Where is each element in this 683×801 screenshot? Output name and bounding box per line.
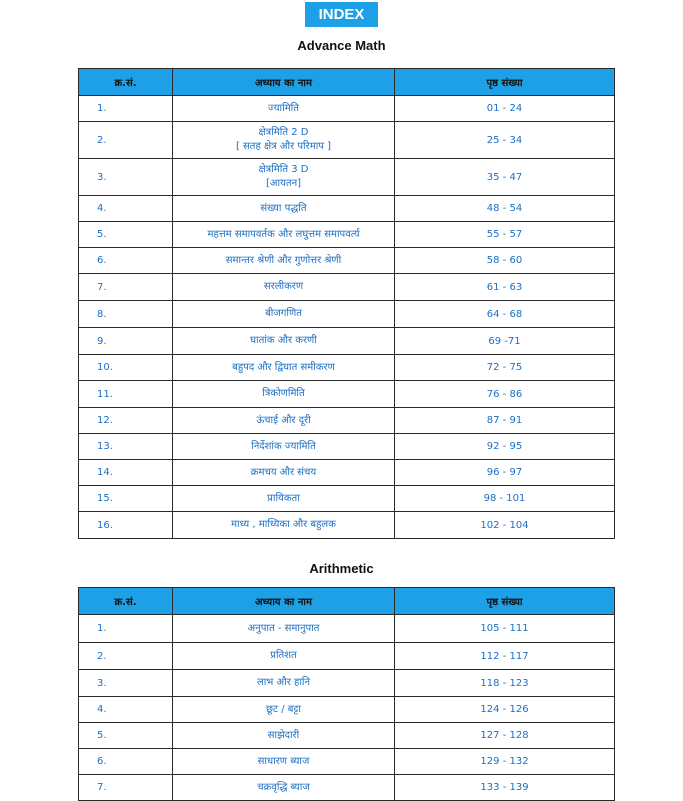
page-range: 102 - 104: [395, 512, 615, 539]
page-range: 98 - 101: [395, 486, 615, 512]
table-row: [79, 512, 615, 539]
serial-number: 4.: [79, 196, 173, 222]
serial-number: 2.: [79, 643, 173, 670]
chapter-name: बीजगणित: [265, 308, 302, 319]
chapter-name-cell: [173, 615, 395, 643]
chapter-name: महत्तम समापवर्तक और लघुत्तम समापवर्त्य: [207, 228, 360, 240]
serial-number: 5.: [79, 723, 173, 749]
chapter-name: साधारण ब्याज: [257, 755, 310, 767]
page-range: 112 - 117: [395, 643, 615, 670]
arithmetic-table: [78, 587, 615, 801]
chapter-name: माध्य , माध्यिका और बहुलक: [231, 519, 336, 530]
page-range: 01 - 24: [395, 96, 615, 122]
table-row: [79, 222, 615, 248]
serial-number: 1.: [79, 615, 173, 643]
chapter-name-cell: [173, 486, 395, 512]
chapter-name: निर्देशांक ज्यामिति: [251, 440, 316, 452]
chapter-name: चक्रवृद्धि ब्याज: [257, 781, 310, 793]
chapter-name-cell: [173, 460, 395, 486]
page-range: 105 - 111: [395, 615, 615, 643]
header-page-number: पृष्ठ संख्या: [395, 588, 615, 615]
chapter-name: समान्तर श्रेणी और गुणोत्तर श्रेणी: [225, 254, 342, 266]
page-range: 58 - 60: [395, 248, 615, 274]
table-row: [79, 697, 615, 723]
table-row: [79, 775, 615, 801]
header-chapter-name: अध्याय का नाम: [173, 69, 395, 96]
table-row: [79, 486, 615, 512]
chapter-name-cell: [173, 381, 395, 408]
serial-number: 6.: [79, 248, 173, 274]
chapter-name-cell: [173, 159, 395, 196]
serial-number: 10.: [79, 355, 173, 381]
chapter-name-cell: [173, 512, 395, 539]
table-row: [79, 434, 615, 460]
serial-number: 5.: [79, 222, 173, 248]
page-range: 48 - 54: [395, 196, 615, 222]
page-range: 61 - 63: [395, 274, 615, 301]
page-range: 72 - 75: [395, 355, 615, 381]
chapter-name-cell: [173, 697, 395, 723]
page-range: 76 - 86: [395, 381, 615, 408]
table-row: [79, 248, 615, 274]
page-range: 133 - 139: [395, 775, 615, 801]
chapter-name: छूट / बट्टा: [266, 703, 301, 715]
chapter-name-cell: [173, 248, 395, 274]
chapter-name-cell: [173, 222, 395, 248]
table-row: [79, 643, 615, 670]
page-range: 69 -71: [395, 328, 615, 355]
serial-number: 11.: [79, 381, 173, 408]
serial-number: 1.: [79, 96, 173, 122]
table-row: [79, 159, 615, 196]
chapter-name: क्रमचय और संचय: [250, 466, 317, 478]
chapter-name: त्रिकोणमिति: [262, 388, 305, 399]
chapter-name: प्रतिशत: [270, 650, 297, 661]
chapter-name-cell: [173, 670, 395, 697]
serial-number: 7.: [79, 775, 173, 801]
page-range: 87 - 91: [395, 408, 615, 434]
table-row: [79, 96, 615, 122]
chapter-name: लाभ और हानि: [256, 677, 311, 688]
table-row: [79, 670, 615, 697]
header-serial-no: क्र.सं.: [79, 69, 173, 96]
section-title-arithmetic: Arithmetic: [309, 561, 374, 576]
chapter-name: ऊंचाई और दूरी: [256, 414, 311, 426]
serial-number: 4.: [79, 697, 173, 723]
serial-number: 16.: [79, 512, 173, 539]
table-row: [79, 615, 615, 643]
chapter-name-cell: [173, 355, 395, 381]
page-range: 127 - 128: [395, 723, 615, 749]
header-page-number: पृष्ठ संख्या: [395, 69, 615, 96]
serial-number: 9.: [79, 328, 173, 355]
chapter-name: ज्यामिति: [268, 102, 299, 114]
page-range: 124 - 126: [395, 697, 615, 723]
chapter-name: संख्या पद्धति: [260, 202, 307, 214]
chapter-name: साझेदारी: [267, 729, 300, 741]
chapter-subtitle: [ सतह क्षेत्र और परिमाप ]: [235, 141, 332, 152]
serial-number: 14.: [79, 460, 173, 486]
chapter-name: अनुपात - समानुपात: [247, 622, 320, 634]
serial-number: 12.: [79, 408, 173, 434]
serial-number: 8.: [79, 301, 173, 328]
table-row: [79, 381, 615, 408]
header-chapter-name: अध्याय का नाम: [173, 588, 395, 615]
table-row: [79, 355, 615, 381]
page-range: 25 - 34: [395, 122, 615, 159]
serial-number: 13.: [79, 434, 173, 460]
page-range: 35 - 47: [395, 159, 615, 196]
table-row: [79, 723, 615, 749]
chapter-name: सरलीकरण: [263, 281, 304, 292]
page-range: 55 - 57: [395, 222, 615, 248]
chapter-name-cell: [173, 408, 395, 434]
serial-number: 3.: [79, 159, 173, 196]
chapter-name-cell: [173, 96, 395, 122]
chapter-name: क्षेत्रमिति 2 D: [258, 127, 309, 138]
chapter-name: बहुपद और द्विघात समीकरण: [232, 361, 335, 373]
table-row: [79, 328, 615, 355]
serial-number: 7.: [79, 274, 173, 301]
chapter-name-cell: [173, 775, 395, 801]
chapter-name-cell: [173, 328, 395, 355]
table-row: [79, 301, 615, 328]
serial-number: 3.: [79, 670, 173, 697]
table-row: [79, 122, 615, 159]
header-serial-no: क्र.सं.: [79, 588, 173, 615]
index-badge: INDEX: [305, 2, 378, 27]
chapter-subtitle: [आयतन]: [265, 178, 302, 189]
page-range: 92 - 95: [395, 434, 615, 460]
table-row: [79, 274, 615, 301]
advance-math-table: [78, 68, 615, 539]
chapter-name-cell: [173, 196, 395, 222]
page-range: 64 - 68: [395, 301, 615, 328]
table-row: [79, 749, 615, 775]
chapter-name-cell: [173, 301, 395, 328]
page-range: 96 - 97: [395, 460, 615, 486]
page-range: 118 - 123: [395, 670, 615, 697]
serial-number: 6.: [79, 749, 173, 775]
serial-number: 2.: [79, 122, 173, 159]
section-title-advance-math: Advance Math: [297, 38, 386, 53]
chapter-name-cell: [173, 122, 395, 159]
chapter-name: क्षेत्रमिति 3 D: [258, 164, 309, 175]
table-row: [79, 196, 615, 222]
chapter-name-cell: [173, 643, 395, 670]
page-range: 129 - 132: [395, 749, 615, 775]
chapter-name-cell: [173, 749, 395, 775]
chapter-name: घातांक और करणी: [250, 335, 317, 346]
table-row: [79, 460, 615, 486]
chapter-name-cell: [173, 723, 395, 749]
chapter-name-cell: [173, 274, 395, 301]
table-header-row: [79, 69, 615, 96]
serial-number: 15.: [79, 486, 173, 512]
table-header-row: [79, 588, 615, 615]
chapter-name: प्रायिकता: [267, 492, 300, 504]
table-row: [79, 408, 615, 434]
chapter-name-cell: [173, 434, 395, 460]
